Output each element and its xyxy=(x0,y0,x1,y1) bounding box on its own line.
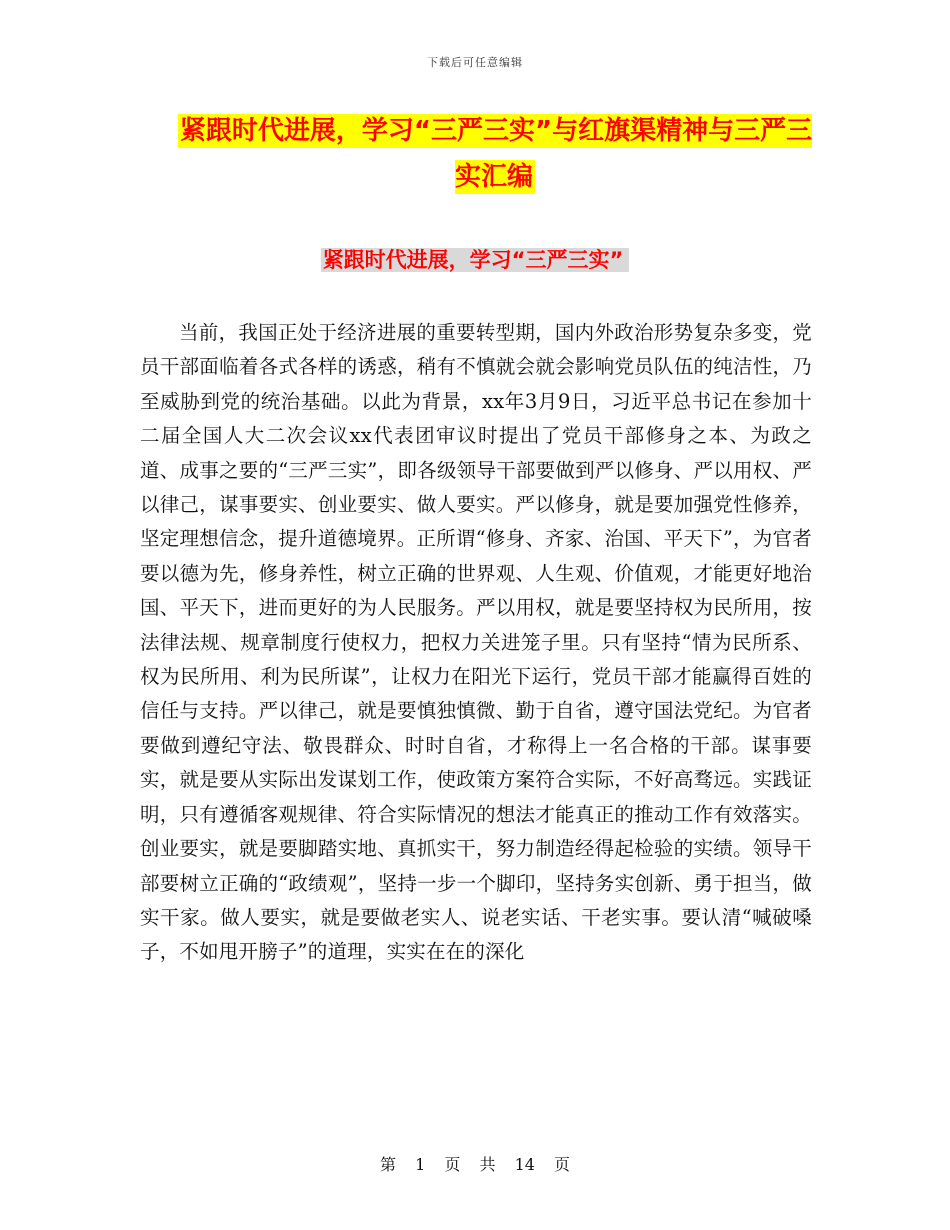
page-label-suffix: 页 xyxy=(554,1155,571,1174)
total-pages: 14 xyxy=(514,1155,535,1174)
header-note: 下载后可任意编辑 xyxy=(427,56,523,69)
document-title-text: 紧跟时代进展，学习“三严三实”与红旗渠精神与三严三实汇编 xyxy=(179,116,813,192)
total-label: 共 xyxy=(479,1155,496,1174)
page-number: 1 xyxy=(415,1155,426,1174)
body-paragraph: 当前，我国正处于经济进展的重要转型期，国内外政治形势复杂多变，党员干部面临着各式各样的诱惑，稍有不慎就会就会影响党员队伍的纯洁性，乃至威胁到党的统治基础。以此为背景，xx年3月9日，习近平总书记在参加十二届全国人大二次会议xx代表团审议时提出了党员干部修身之本、为政之道、成事之要的“三严三实”，即各级领导干部要做到严以修身、严以用权、严以律己，谋事要实、创业要实、做人要实。严以修身，就是要加强党性修养，坚定理想信念，提升道德境界。正所谓“修身、齐家、治国、平天下”，为官者要以德为先，修身养性，树立正确的世界观、人生观、价值观，才能更好地治国、平天下，进而更好的为人民服务。严以用权，就是要坚持权为民所用，按法律法规、规章制度行使权力，把权力关进笼子里。只有坚持“情为民所系、权为民所用、利为民所谋”，让权力在阳光下运行，党员干部才能赢得百姓的信任与支持。严以律己，就是要慎独慎微、勤于自省，遵守国法党纪。为官者要做到遵纪守法、敬畏群众、时时自省，才称得上一名合格的干部。谋事要实，就是要从实际出发谋划工作，使政策方案符合实际，不好高骛远。实践证明，只有遵循客观规律、符合实际情况的想法才能真正的推动工作有效落实。创业要实，就是要脚踏实地、真抓实干，努力制造经得起检验的实绩。领导干部要树立正确的“政绩观”，坚持一步一个脚印，坚持务实创新、勇于担当，做实干家。做人要实，就是要做老实人、说老实话、干老实事。要认清“喊破嗓子，不如甩开膀子”的道理，实实在在的深化 xyxy=(140,321,812,964)
section-heading-text: 紧跟时代进展，学习“三严三实” xyxy=(321,248,630,272)
page-label-prefix: 第 xyxy=(379,1155,396,1174)
document-title xyxy=(175,108,815,200)
section-heading xyxy=(0,244,950,276)
page-footer xyxy=(0,1152,950,1175)
page-label-mid: 页 xyxy=(444,1155,461,1174)
